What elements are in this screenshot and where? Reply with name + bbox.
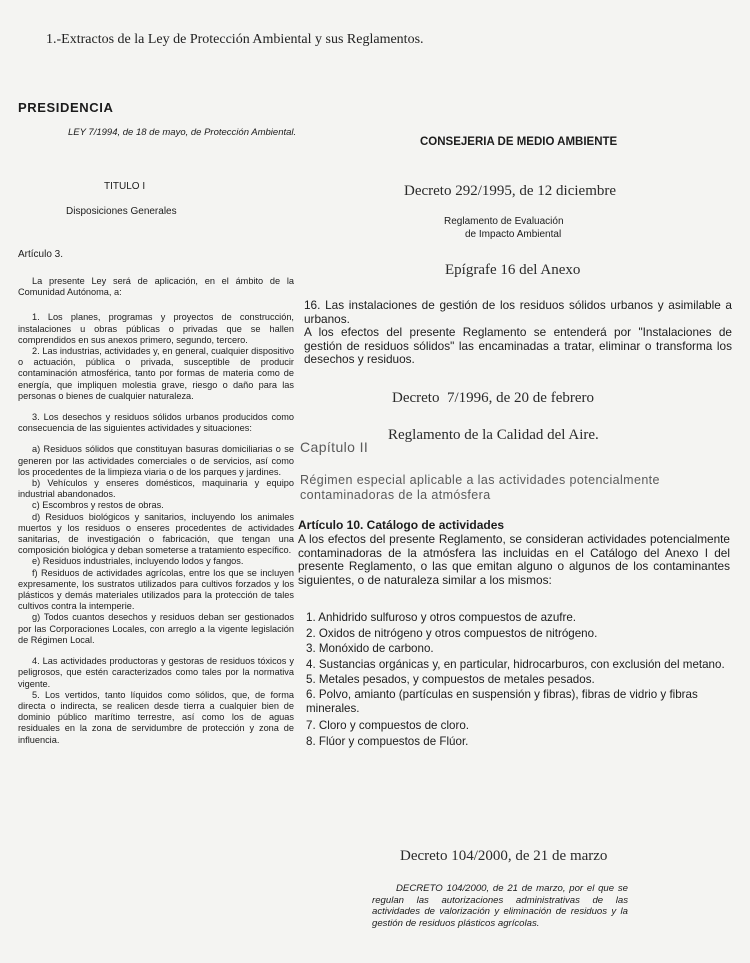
paragraph-16-definition: A los efectos del presente Reglamento se entenderá por "Instalaciones de gestión de residuos sólidos" las encaminadas a tratar, eliminar o transforma los desechos y residuos. [304, 325, 732, 367]
paragraph-1: 1. Los planes, programas y proyectos de construcción, instalaciones u obras públicas o privadas que se hallen comprendidos en sus anexos primero, segundo, tercero. [18, 312, 294, 345]
list-item: 6. Polvo, amianto (partículas en suspensión y fibras), fibras de vidrio y fibras minerales. [306, 687, 698, 715]
paragraph-16: 16. Las instalaciones de gestión de los residuos sólidos urbanos y asimilable a urbanos. [304, 298, 732, 326]
disposiciones-heading: Disposiciones Generales [66, 206, 177, 217]
left-column-body [18, 276, 294, 746]
articulo-10-title: Artículo 10. Catálogo de actividades [298, 518, 505, 532]
paragraph-b: b) Vehículos y enseres domésticos, maquinaria y equipo industrial abandonados. [18, 478, 294, 500]
intro-paragraph: La presente Ley será de aplicación, en el ámbito de la Comunidad Autónoma, a: [18, 276, 294, 298]
decreto-7-1996: Decreto 7/1996, de 20 de febrero [392, 390, 595, 406]
decreto-104-2000-body: DECRETO 104/2000, de 21 de marzo, por el que se regulan las autorizaciones administrativas de las actividades de valorización y eliminación de residuos y la gestión de residuos plásticos agrícolas. [372, 883, 628, 929]
paragraph-f: f) Residuos de actividades agrícolas, entre los que se incluyen expresamente, los sustratos utilizados para cultivos forzados y los plásticos y demás materiales utilizados para la protección de tales cultivos contra la intemperie. [18, 567, 294, 612]
paragraph-5: 5. Los vertidos, tanto líquidos como sólidos, que, de forma directa o indirecta, se realicen desde tierra a cualquier bien de dominio público marítimo terrestre, así como los de aguas residuales en la zona de servidumbre de protección y zona de influencia. [18, 689, 294, 745]
articulo-heading: Artículo 3. [18, 249, 64, 260]
consejeria-heading: CONSEJERIA DE MEDIO AMBIENTE [420, 136, 618, 148]
paragraph-g: g) Todos cuantos desechos y residuos deban ser gestionados por las Corporaciones Locales, con arreglo a la vigente legislación de Régimen Local. [18, 612, 294, 645]
list-item: 8. Flúor y compuestos de Flúor. [306, 734, 469, 748]
list-item: 1. Anhidrido sulfuroso y otros compuestos de azufre. [306, 611, 577, 624]
titulo-heading: TITULO I [104, 181, 146, 192]
list-item: 5. Metales pesados, y compuestos de metales pesados. [306, 673, 595, 687]
capitulo-heading: Capítulo II [300, 439, 369, 455]
list-item: 2. Oxidos de nitrógeno y otros compuestos de nitrógeno. [306, 626, 598, 640]
reglamento-evaluacion-line1: Reglamento de Evaluación [444, 216, 564, 227]
paragraph-c: c) Escombros y restos de obras. [32, 500, 164, 511]
regimen-heading: Régimen especial aplicable a las actividades potencialmente contaminadoras de la atmósfera [300, 473, 660, 502]
reglamento-calidad-aire: Reglamento de la Calidad del Aire. [388, 427, 599, 443]
list-item: 3. Monóxido de carbono. [306, 642, 434, 656]
paragraph-d: d) Residuos biológicos y sanitarios, incluyendo los animales muertos y los residuos o enseres procedentes de actividades sanitarias, de investigación o fabricación, que tengan una composición biológica y deban someterse a tratamiento específico. [18, 511, 294, 556]
list-item: 4. Sustancias orgánicas y, en particular, hidrocarburos, con exclusión del metano. [306, 657, 725, 671]
decreto-292-1995: Decreto 292/1995, de 12 diciembre [404, 183, 617, 199]
paragraph-4: 4. Las actividades productoras y gestoras de residuos tóxicos y peligrosos, que estén caracterizados como tales por la normativa vigente. [18, 656, 294, 689]
reglamento-evaluacion-line2: de Impacto Ambiental [465, 229, 562, 240]
ley-reference: LEY 7/1994, de 18 de mayo, de Protección Ambiental. [68, 127, 297, 138]
contaminantes-list [306, 610, 736, 749]
list-item: 7. Cloro y compuestos de cloro. [306, 718, 470, 732]
epigrafe-heading: Epígrafe 16 del Anexo [445, 262, 581, 278]
paragraph-e: e) Residuos industriales, incluyendo lodos y fangos. [32, 556, 244, 567]
paragraph-a: a) Residuos sólidos que constituyan basuras domiciliarias o se generen por las actividades comerciales o de servicios, así como los procedentes de la limpieza viaria o de los parques y jardines. [18, 444, 294, 477]
decreto-104-2000: Decreto 104/2000, de 21 de marzo [400, 848, 608, 864]
paragraph-3: 3. Los desechos y residuos sólidos urbanos producidos como consecuencia de las siguientes actividades y situaciones: [18, 412, 294, 434]
paragraph-2: 2. Las industrias, actividades y, en general, cualquier dispositivo o actuación, pública o privada, susceptible de producir contaminación atmosférica, tanto por formas de materia como de energía, que impliquen molestia grave, riesgo o daño para las personas o bienes de cualquier naturaleza. [18, 346, 294, 401]
presidencia-heading: PRESIDENCIA [18, 100, 114, 115]
document-title: 1.-Extractos de la Ley de Protección Ambiental y sus Reglamentos. [46, 32, 424, 47]
articulo-10-body: A los efectos del presente Reglamento, se consideran actividades potencialmente contaminadoras de la atmósfera las incluidas en el Catálogo del Anexo I del presente Reglamento, o las que emitan alguno o algunos de los contaminantes siguientes, o de naturaleza similar a los mismos: [298, 532, 730, 587]
epigrafe-body [304, 299, 732, 367]
